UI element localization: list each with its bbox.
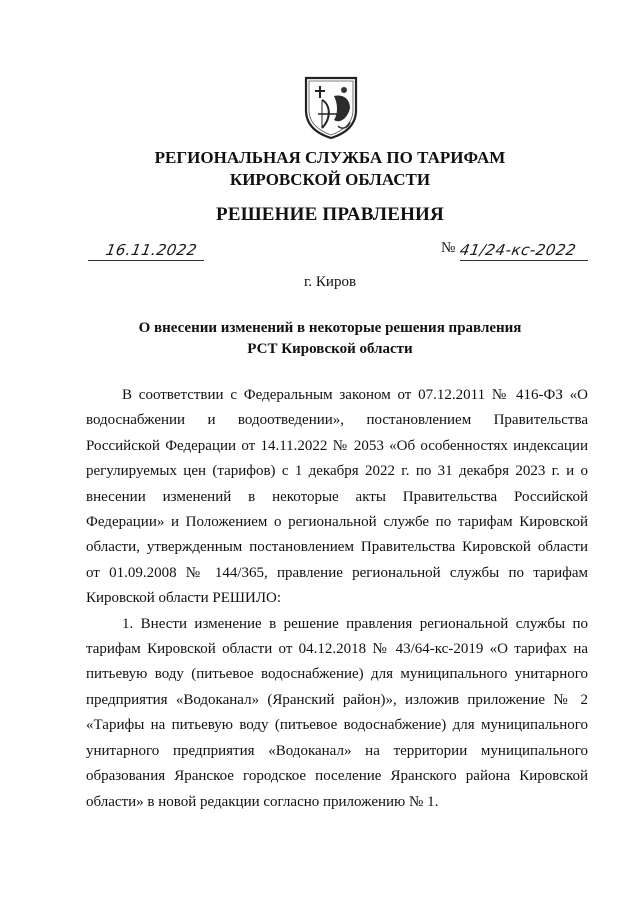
- coat-of-arms-emblem: [300, 74, 362, 140]
- paragraph-item-1: 1. Внести изменение в решение правления региональной службы по тарифам Кировской области от 04.12.2018 № 43/64-кс-2019 «О тарифах на питьевую воду (питьевое водоснабжение) для муниципального унитарного предприятия «Водоканал» (Яранский район)», изложив приложение № 2 «Тарифы на питьевую воду (питьевое водоснабжение) для муниципального унитарного предприятия «Водоканал» на территории муниципального образования Яранское городское поселение Яранского района Кировской области» в новой редакции согласно приложению № 1.: [86, 615, 588, 810]
- document-type-title: РЕШЕНИЕ ПРАВЛЕНИЯ: [216, 204, 444, 225]
- document-body: [86, 383, 588, 815]
- organization-name-line1: РЕГИОНАЛЬНАЯ СЛУЖБА ПО ТАРИФАМ: [154, 148, 506, 167]
- paragraph-preamble: В соответствии с Федеральным законом от 07.12.2011 № 416-ФЗ «О водоснабжении и водоотведении», постановлением Правительства Российской Федерации от 14.11.2022 № 2053 «Об особенностях индексации регулируемых цен (тарифов) с 1 декабря 2022 г. по 31 декабря 2023 г. и о внесении изменений в некоторые акты Правительства Российской Федерации» и Положением о региональной службе по тарифам Кировской области, утвержденным постановлением Правительства Кировской области от 01.09.2008 № 144/365, правление региональной службы по тарифам Кировской области РЕШИЛО:: [86, 387, 588, 607]
- date-field: [88, 236, 204, 261]
- city-label: г. Киров: [303, 274, 357, 290]
- subject-line1: О внесении изменений в некоторые решения правления: [138, 320, 522, 336]
- handwritten-number: 41/24-кс-2022: [458, 241, 578, 259]
- subject-line2: РСТ Кировской области: [247, 341, 413, 357]
- number-field: [460, 236, 588, 261]
- number-label: №: [441, 240, 456, 256]
- handwritten-date: 16.11.2022: [104, 241, 199, 259]
- organization-name-line2: КИРОВСКОЙ ОБЛАСТИ: [229, 170, 431, 189]
